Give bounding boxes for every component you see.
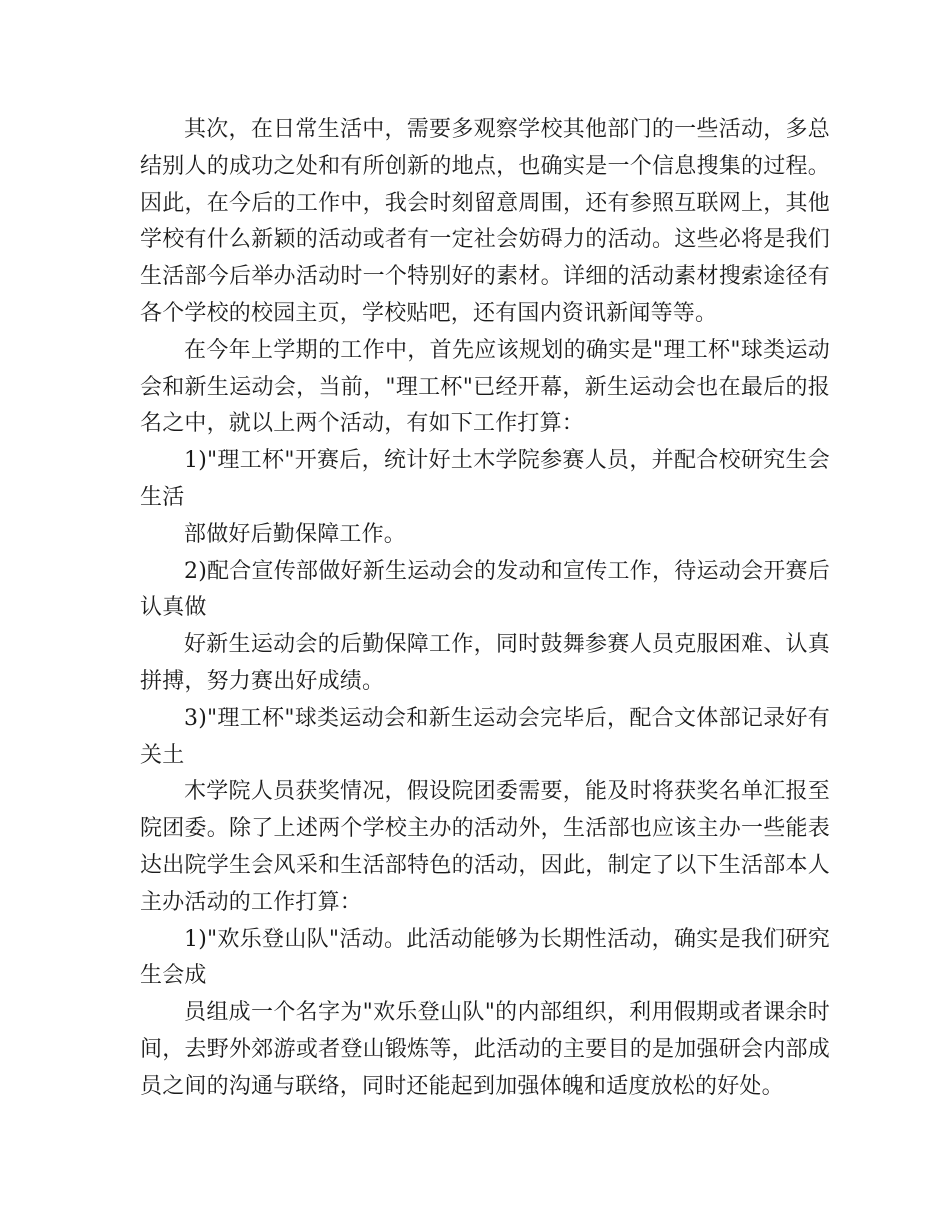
paragraph: 在今年上学期的工作中，首先应该规划的确实是"理工杯"球类运动会和新生运动会，当前，"理工杯"已经开幕，新生运动会也在最后的报名之中，就以上两个活动，有如下工作打算： [140,337,830,437]
paragraph: 2)配合宣传部做好新生运动会的发动和宣传工作，待运动会开赛后认真做 [140,558,830,621]
paragraph: 木学院人员获奖情况，假设院团委需要，能及时将获奖名单汇报至院团委。除了上述两个学校主办的活动外，生活部也应该主办一些能表达出院学生会风采和生活部特色的活动，因此，制定了以下生活部本人主办活动的工作打算： [140,779,830,915]
paragraph: 1)"理工杯"开赛后，统计好土木学院参赛人员，并配合校研究生会生活 [140,448,830,510]
paragraph: 3)"理工杯"球类运动会和新生运动会完毕后，配合文体部记录好有关土 [140,705,830,768]
paragraph: 员组成一个名字为"欢乐登山队"的内部组织，利用假期或者课余时间，去野外郊游或者登山锻炼等，此活动的主要目的是加强研会内部成员之间的沟通与联络，同时还能起到加强体魄和适度放松的好处。 [140,1000,830,1099]
document-body [140,112,830,1106]
paragraph: 部做好后勤保障工作。 [184,521,407,547]
paragraph: 1)"欢乐登山队"活动。此活动能够为长期性活动，确实是我们研究生会成 [140,926,830,989]
paragraph: 其次，在日常生活中，需要多观察学校其他部门的一些活动，多总结别人的成功之处和有所创新的地点，也确实是一个信息搜集的过程。因此，在今后的工作中，我会时刻留意周围，还有参照互联网上，其他学校有什么新颖的活动或者有一定社会妨碍力的活动。这些必将是我们生活部今后举办活动时一个特别好的素材。详细的活动素材搜索途径有各个学校的校园主页，学校贴吧，还有国内资讯新闻等等。 [140,117,830,326]
paragraph: 好新生运动会的后勤保障工作，同时鼓舞参赛人员克服困难、认真拼搏，努力赛出好成绩。 [140,632,830,694]
